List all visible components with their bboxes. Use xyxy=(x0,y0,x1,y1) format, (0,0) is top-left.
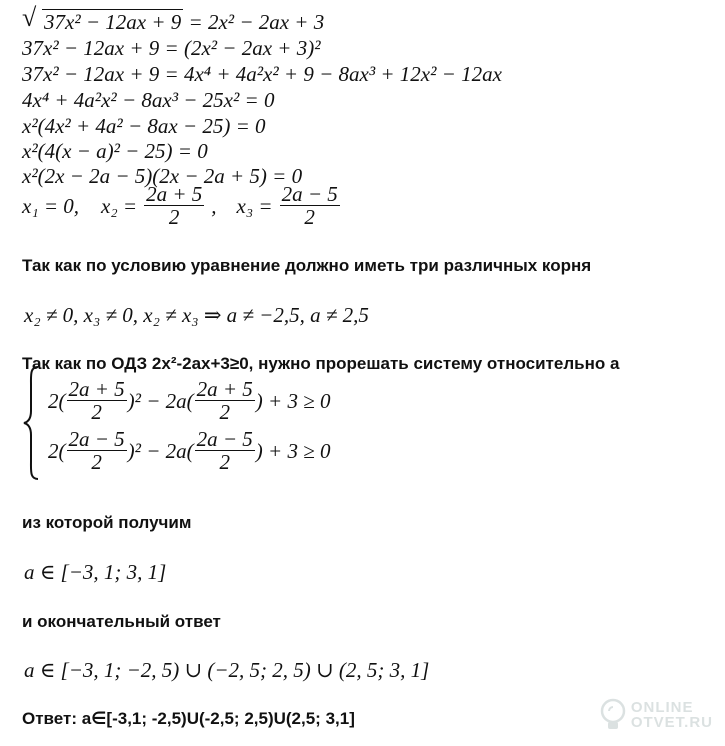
radicand: 37x² − 12ax + 9 xyxy=(44,10,182,34)
explanation-obtain: из которой получим xyxy=(22,513,192,532)
fraction-denominator: 2 xyxy=(219,450,230,474)
inequality-fraction xyxy=(195,378,255,423)
inequality-fraction xyxy=(67,378,127,423)
fraction-numerator: 2a − 5 xyxy=(281,182,338,206)
inequality-fraction xyxy=(195,428,255,473)
interval-final: a ∈ [−3, 1; −2, 5) ∪ (−2, 5; 2, 5) ∪ (2, 5; 3, 1] xyxy=(24,658,430,682)
equation-rhs: = 2x² − 2ax + 3 xyxy=(188,10,325,34)
fraction-numerator: 2a − 5 xyxy=(196,427,253,451)
fraction-denominator: 2 xyxy=(304,205,315,229)
radical-sign-icon: √ xyxy=(22,3,37,32)
fraction-numerator: 2a + 5 xyxy=(68,377,125,401)
derivation-step-2: 37x² − 12ax + 9 = 4x⁴ + 4a²x² + 9 − 8ax³ + 12x² − 12ax xyxy=(22,62,502,86)
fraction-denominator: 2 xyxy=(168,205,180,229)
inequality-coef: 2( xyxy=(48,388,66,413)
root-x3-fraction xyxy=(280,183,340,228)
derivation-step-1: 37x² − 12ax + 9 = (2x² − 2ax + 3)² xyxy=(22,36,321,60)
roots-line xyxy=(22,183,341,228)
root-x2-fraction xyxy=(144,183,204,228)
equation-line xyxy=(22,3,325,34)
explanation-three-roots: Так как по условию уравнение должно иметь три различных корня xyxy=(22,256,592,275)
root-x2-label: x₂ = xyxy=(101,193,138,218)
inequality-middle: )² − 2a( xyxy=(127,438,194,463)
system-brace-icon xyxy=(22,365,40,481)
derivation-step-6: x²(2x − 2a − 5)(2x − 2a + 5) = 0 xyxy=(22,164,303,188)
derivation-step-3: 4x⁴ + 4a²x² − 8ax³ − 25x² = 0 xyxy=(22,88,275,112)
derivation-step-4: x²(4x² + 4a² − 8ax − 25) = 0 xyxy=(22,114,266,138)
fraction-denominator: 2 xyxy=(91,400,102,424)
inequality-middle: )² − 2a( xyxy=(127,388,194,413)
lightbulb-icon xyxy=(599,698,627,732)
fraction-numerator: 2a − 5 xyxy=(68,427,125,451)
watermark-line-1: ONLINE xyxy=(630,699,694,716)
explanation-final: и окончательный ответ xyxy=(22,612,221,631)
interval-result: a ∈ [−3, 1; 3, 1] xyxy=(24,560,167,584)
system-inequality-2 xyxy=(48,428,331,473)
inequality-tail: ) + 3 ≥ 0 xyxy=(255,388,331,413)
watermark-line-2: OTVET.RU xyxy=(630,714,713,731)
inequality-tail: ) + 3 ≥ 0 xyxy=(255,438,331,463)
explanation-odz: Так как по ОДЗ 2x²-2ax+3≥0, нужно прорешать систему относительно а xyxy=(22,354,620,373)
fraction-denominator: 2 xyxy=(219,400,230,424)
fraction-numerator: 2a + 5 xyxy=(196,377,253,401)
root-x3-label: x₃ = xyxy=(236,193,273,218)
fraction-numerator: 2a + 5 xyxy=(146,182,203,206)
roots-comma: , xyxy=(211,193,217,218)
conditions-line: x₂ ≠ 0, x₃ ≠ 0, x₂ ≠ x₃ ⇒ a ≠ −2,5, a ≠ 2,5 xyxy=(24,303,369,327)
system-inequality-1 xyxy=(48,378,331,423)
root-x1: x₁ = 0, xyxy=(22,193,80,218)
inequality-fraction xyxy=(67,428,127,473)
final-answer: Ответ: а∈[-3,1; -2,5)U(-2,5; 2,5)U(2,5; 3,1] xyxy=(22,709,355,728)
inequality-coef: 2( xyxy=(48,438,66,463)
fraction-denominator: 2 xyxy=(91,450,102,474)
derivation-step-5: x²(4(x − a)² − 25) = 0 xyxy=(22,139,208,163)
watermark-logo xyxy=(599,698,713,732)
square-root xyxy=(22,3,183,34)
